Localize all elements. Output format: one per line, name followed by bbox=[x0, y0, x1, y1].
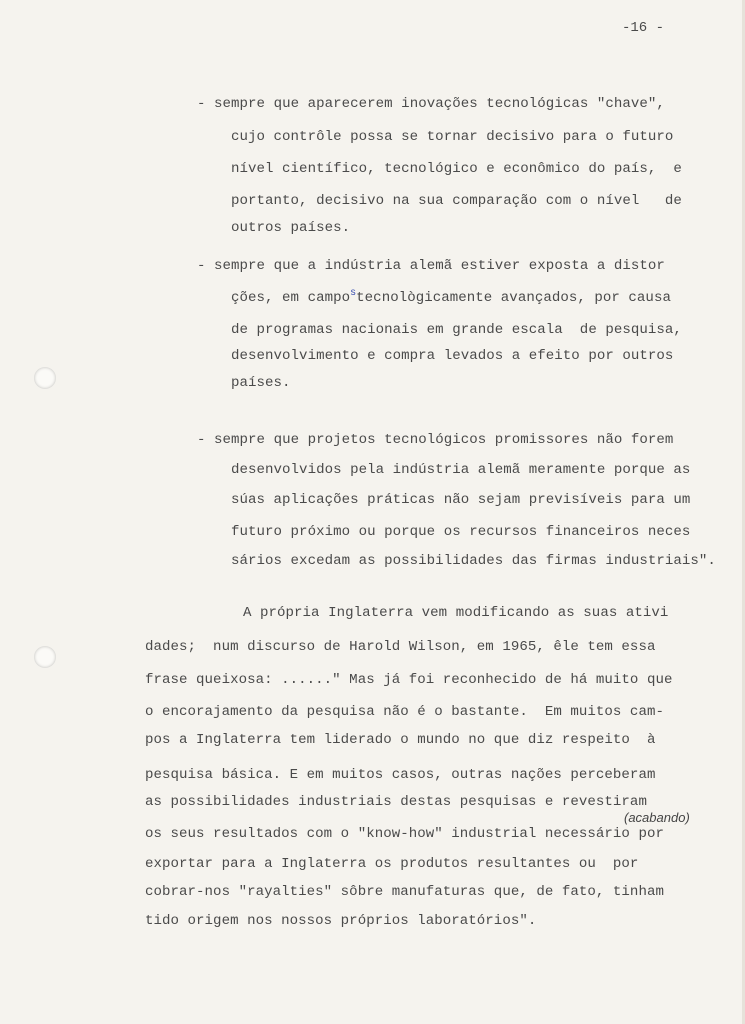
bullet-2-line bbox=[231, 290, 671, 308]
bullet-3-line: súas aplicações práticas não sejam previsíveis para um bbox=[231, 492, 691, 508]
bullet-3-line: futuro próximo ou porque os recursos financeiros neces bbox=[231, 524, 691, 540]
punch-hole bbox=[34, 646, 56, 668]
paragraph-line: dades; num discurso de Harold Wilson, em 1965, êle tem essa bbox=[145, 639, 656, 655]
bullet-2-line: - sempre que a indústria alemã estiver exposta a distor bbox=[197, 258, 665, 274]
punch-hole bbox=[34, 367, 56, 389]
paragraph-line: os seus resultados com o "know-how" industrial necessário por bbox=[145, 826, 664, 842]
bullet-3-line: sários excedam as possibilidades das firmas industriais". bbox=[231, 553, 716, 569]
paragraph-line: o encorajamento da pesquisa não é o bastante. Em muitos cam- bbox=[145, 704, 664, 720]
bullet-3-line: - sempre que projetos tecnológicos promissores não forem bbox=[197, 432, 674, 448]
bullet-1-line: outros países. bbox=[231, 220, 351, 236]
bullet-3-line: desenvolvidos pela indústria alemã meramente porque as bbox=[231, 462, 691, 478]
paragraph-line: pesquisa básica. E em muitos casos, outras nações perceberam bbox=[145, 767, 656, 783]
bullet-1-line: cujo contrôle possa se tornar decisivo para o futuro bbox=[231, 129, 674, 145]
bullet-1-line: portanto, decisivo na sua comparação com o nível de bbox=[231, 193, 682, 209]
paragraph-line: frase queixosa: ......" Mas já foi reconhecido de há muito que bbox=[145, 672, 673, 688]
line-text: tecnològicamente avançados, por causa bbox=[356, 290, 671, 306]
paragraph-line: exportar para a Inglaterra os produtos resultantes ou por bbox=[145, 856, 639, 872]
bullet-1-line: - sempre que aparecerem inovações tecnológicas "chave", bbox=[197, 96, 665, 112]
paragraph-line: cobrar-nos "rayalties" sôbre manufaturas que, de fato, tinham bbox=[145, 884, 664, 900]
bullet-2-line: países. bbox=[231, 375, 291, 391]
paragraph-line: tido origem nos nossos próprios laboratórios". bbox=[145, 913, 537, 929]
paragraph-line: as possibilidades industriais destas pesquisas e revestiram bbox=[145, 794, 647, 810]
page-number: -16 - bbox=[622, 20, 665, 36]
handwritten-note: (acabando) bbox=[624, 810, 690, 825]
paragraph-line: A própria Inglaterra vem modificando as suas ativi bbox=[243, 605, 669, 621]
handwritten-insertion: s bbox=[350, 288, 357, 299]
bullet-1-line: nível científico, tecnológico e econômico do país, e bbox=[231, 161, 682, 177]
bullet-2-line: de programas nacionais em grande escala de pesquisa, bbox=[231, 322, 682, 338]
paragraph-line: pos a Inglaterra tem liderado o mundo no que diz respeito à bbox=[145, 732, 656, 748]
line-text: ções, em campo bbox=[231, 290, 351, 306]
bullet-2-line: desenvolvimento e compra levados a efeito por outros bbox=[231, 348, 674, 364]
